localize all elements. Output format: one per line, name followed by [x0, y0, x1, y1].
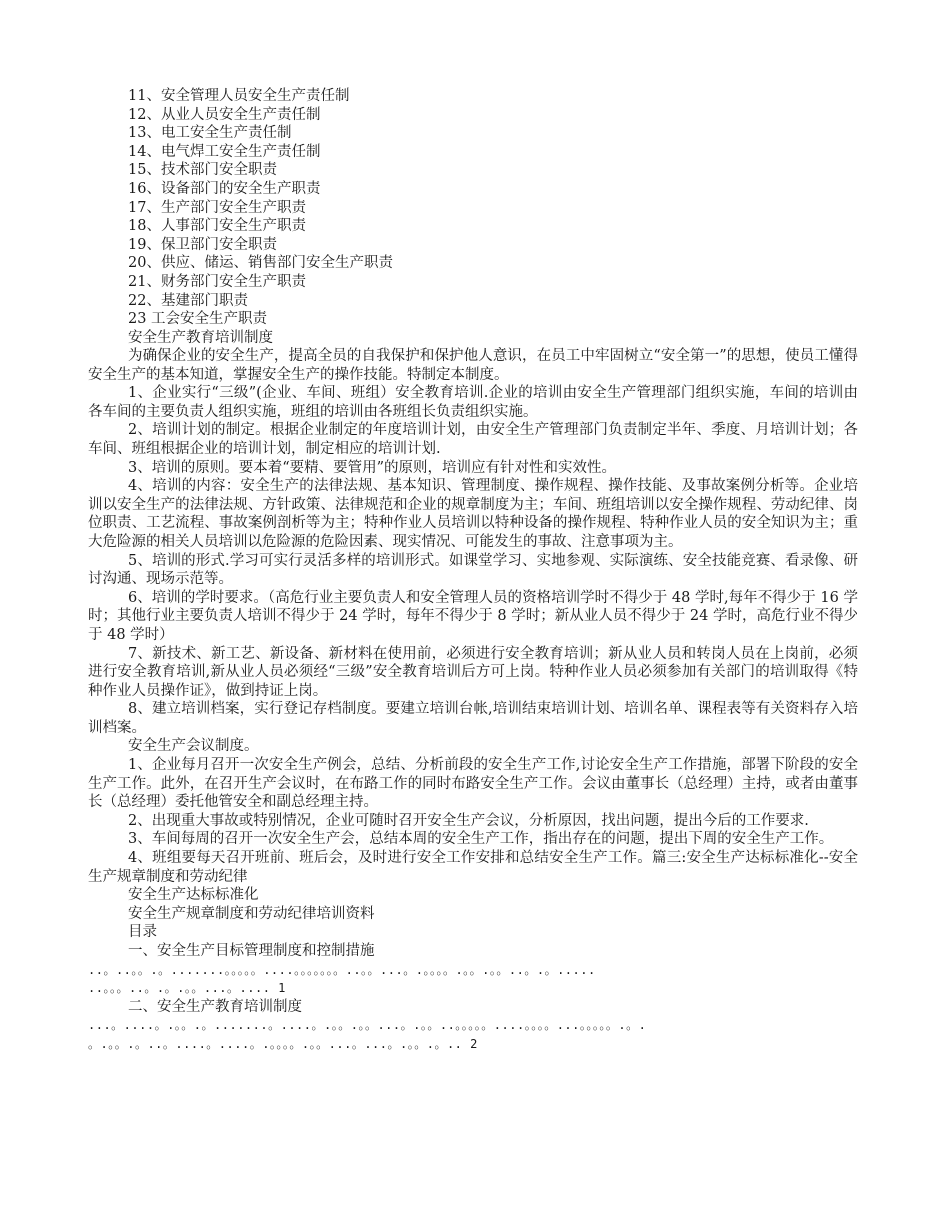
paragraph-1: 1、企业实行“三级”(企业、车间、班组）安全教育培训.企业的培训由安全生产管理部门组织实施，车间的培训由各车间的主要负责人组织实施，班组的培训由各班组长负责组织实施。 — [88, 385, 858, 420]
list-item: 13、电工安全生产责任制 — [128, 125, 292, 142]
responsibility-list — [128, 87, 848, 347]
list-item: 11、安全管理人员安全生产责任制 — [128, 88, 350, 104]
meeting-paragraph-1: 1、企业每月召开一次安全生产例会，总结、分析前段的安全生产工作,讨论安全生产工作措施，部署下阶段的安全生产工作。此外，在召开生产会议时，在布路工作的同时布路安全生产工作。会议由董事长（总经理）主持，或者由董事长（总经理）委托他管安全和副总经理主持。 — [88, 757, 858, 811]
paragraph-2: 2、培训计划的制定。根据企业制定的年度培训计划，由安全生产管理部门负责制定半年、季度、月培训计划；各车间、班组根据企业的培训计划，制定相应的培训计划. — [88, 422, 858, 457]
heading-training-material: 安全生产规章制度和劳动纪律培训资料 — [128, 905, 375, 922]
list-item: 20、供应、储运、销售部门安全生产职责 — [128, 255, 393, 272]
list-item: 12、从业人员安全生产责任制 — [128, 106, 321, 123]
paragraph-7: 7、新技术、新工艺、新设备、新材料在使用前，必须进行安全教育培训；新从业人员和转岗人员在上岗前，必须进行安全教育培训,新从业人员必须经“三级”安全教育培训后方可上岗。特种作业人员必须参加有关部门的培训取得《特种作业人员操作证》，做到持证上岗。 — [88, 645, 858, 699]
toc-entry-2-title: 二、安全生产教育培训制度 — [128, 998, 302, 1015]
list-item: 16、设备部门的安全生产职责 — [128, 180, 321, 197]
toc-entry-1-leader: ..。..。。.。.......。。。。。....。。。。。。。..。。...。.。。。。.。。.。。..。.。..... — [88, 962, 596, 977]
toc-entry-2-page: 。.。。.。..。....。....。.。。。。.。。...。...。.。。.。.. 2 — [88, 1036, 478, 1051]
meeting-paragraph-3: 3、车间每周的召开一次安全生产会，总结本周的安全生产工作，指出存在的问题，提出下周的安全生产工作。 — [128, 831, 834, 848]
heading-toc: 目录 — [128, 924, 157, 941]
list-item: 17、生产部门安全生产职责 — [128, 199, 306, 216]
toc-entry-1-page: ..。。。..。.。.。。...。.... 1 — [88, 981, 286, 996]
paragraph-5: 5、培训的形式.学习可实行灵活多样的培训形式。如课堂学习、实地参观、实际演练、安全技能竞赛、看录像、研讨沟通、现场示范等。 — [88, 552, 858, 588]
list-item: 21、财务部门安全生产职责 — [128, 273, 306, 290]
heading-standardization: 安全生产达标标准化 — [128, 887, 259, 904]
meeting-paragraph-4: 4、班组要每天召开班前、班后会，及时进行安全工作安排和总结安全生产工作。篇三:安全生产达标标准化--安全生产规章制度和劳动纪律 — [88, 850, 858, 885]
toc-entry-1-title: 一、安全生产目标管理制度和控制措施 — [128, 943, 375, 959]
meeting-paragraph-2: 2、出现重大事故或特别情况，企业可随时召开安全生产会议，分析原因，找出问题，提出今后的工作要求. — [128, 812, 809, 829]
paragraph-8: 8、建立培训档案，实行登记存档制度。要建立培训台帐,培训结束培训计划、培训名单、课程表等有关资料存入培训档案。 — [88, 701, 858, 736]
list-item: 18、人事部门安全生产职责 — [128, 218, 306, 235]
toc-entry-2-leader: ...。....。.。。.。.......。....。.。。.。。...。.。。..。。。。。....。。。。...。。。。。.。. — [88, 1018, 647, 1033]
paragraph-intro: 为确保企业的安全生产，提高全员的自我保护和保护他人意识，在员工中牢固树立“安全第一”的思想，使员工懂得安全生产的基本知道，掌握安全生产的操作技能。特制定本制度。 — [88, 348, 858, 383]
list-item: 14、电气焊工安全生产责任制 — [128, 143, 321, 160]
list-item: 15、技术部门安全职责 — [128, 162, 277, 179]
paragraph-4: 4、培训的内容：安全生产的法律法规、基本知识、管理制度、操作规程、操作技能、及事故案例分析等。企业培训以安全生产的法律法规、方针政策、法律规范和企业的规章制度为主；车间、班组培训以安全操作规程、劳动纪律、岗位职责、工艺流程、事故案例剖析等为主；特种作业人员培训以特种设备的操作规程、特种作业人员的安全知识为主；重大危险源的相关人员培训以危险源的危险因素、现实情况、可能发生的事故、注意事项为主。 — [88, 478, 858, 550]
list-item: 23 工会安全生产职责 — [128, 311, 268, 328]
document-body — [88, 347, 858, 1054]
paragraph-6: 6、培训的学时要求。（高危行业主要负责人和安全管理人员的资格培训学时不得少于 48 学时,每年不得少于 16 学时；其他行业主要负责人培训不得少于 24 学时，每年不得少于 8 学时；新从业人员不得少于 24 学时，高危行业不得少于 48 学时） — [88, 589, 858, 643]
list-item: 22、基建部门职责 — [128, 292, 248, 309]
paragraph-3: 3、培训的原则。要本着“要精、要管用”的原则，培训应有针对性和实效性。 — [128, 459, 617, 476]
list-item: 19、保卫部门安全职责 — [128, 236, 277, 253]
section-heading-meeting: 安全生产会议制度。 — [128, 738, 259, 755]
section-heading-training: 安全生产教育培训制度 — [128, 329, 273, 346]
